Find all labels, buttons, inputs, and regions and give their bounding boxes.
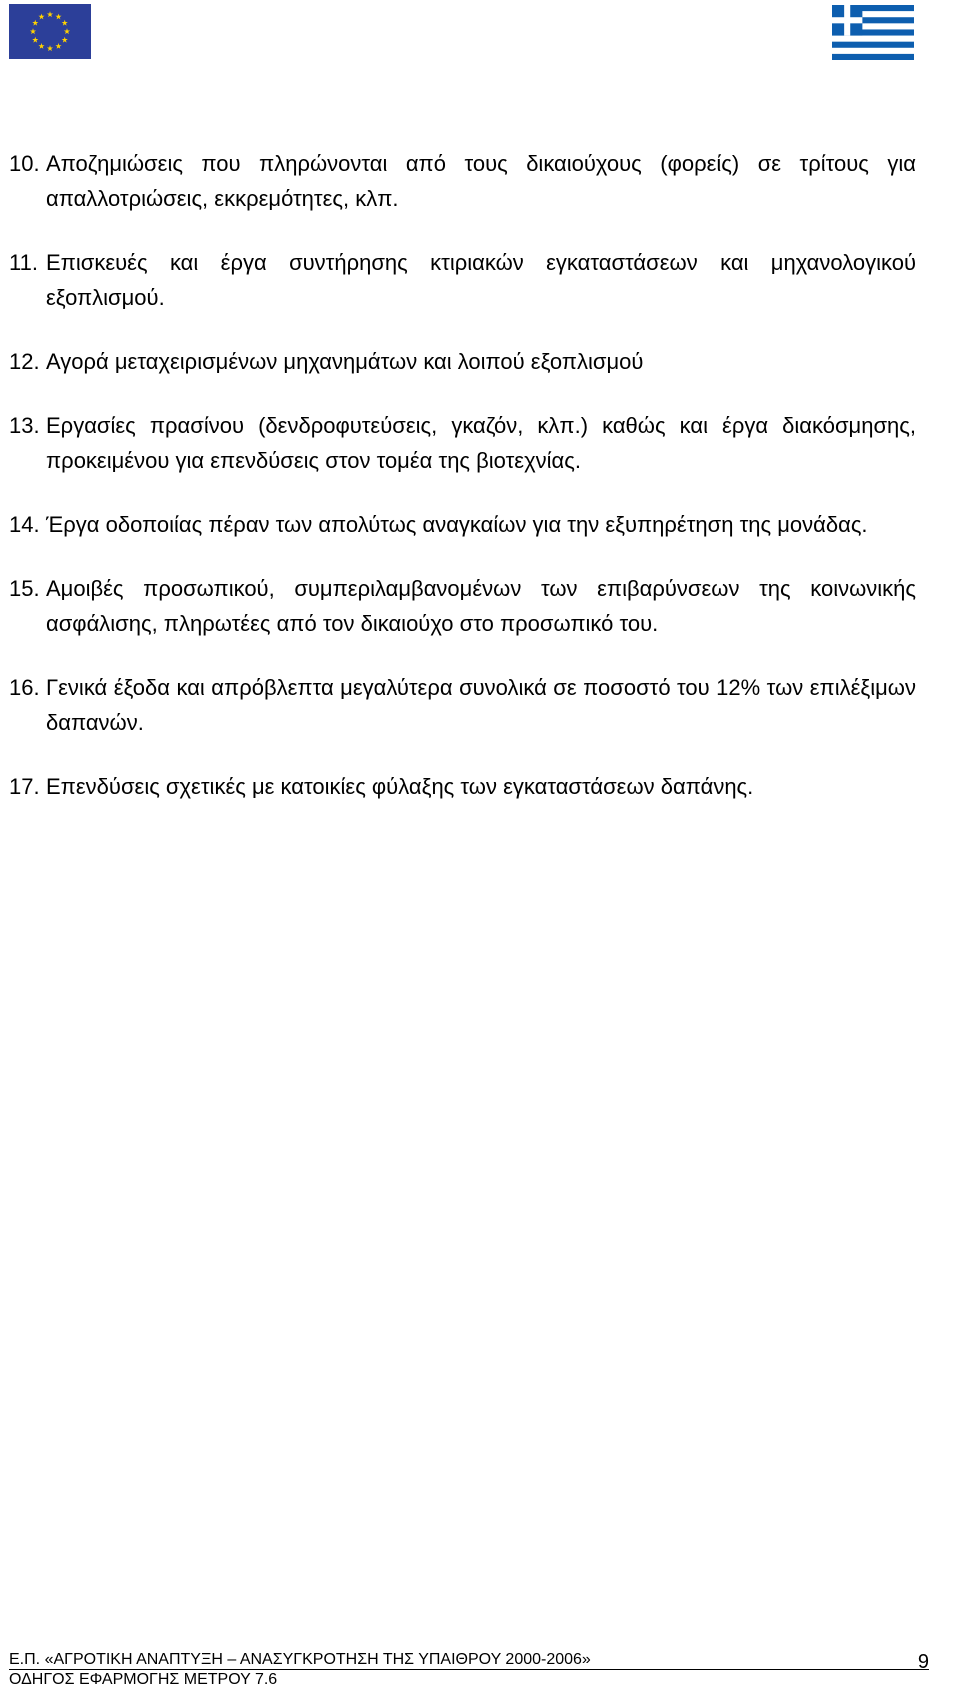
list-item (9, 769, 916, 804)
list-item-number: 14. (9, 512, 40, 537)
greek-flag-icon (832, 5, 914, 60)
list-item-text: Αποζημιώσεις που πληρώνονται από τους δικαιούχους (φορείς) σε τρίτους για απαλλοτριώσεις, εκκρεμότητες, κλπ. (46, 151, 916, 211)
list-item-text: Επενδύσεις σχετικές με κατοικίες φύλαξης των εγκαταστάσεων δαπάνης. (46, 774, 754, 799)
list-item-text: Γενικά έξοδα και απρόβλεπτα μεγαλύτερα συνολικά σε ποσοστό του 12% των επιλέξιμων δαπανών. (46, 675, 916, 735)
list-item-number: 12. (9, 349, 40, 374)
footer-rule (9, 1650, 929, 1673)
list-item-number: 13. (9, 413, 40, 438)
list-item-text: Αμοιβές προσωπικού, συμπεριλαμβανομένων των επιβαρύνσεων της κοινωνικής ασφάλισης, πληρωτέες από τον δικαιούχο στο προσωπικό του. (46, 576, 916, 636)
list-item-number: 17. (9, 774, 40, 799)
list-item-text: Επισκευές και έργα συντήρησης κτιριακών εγκαταστάσεων και μηχανολογικού εξοπλισμού. (46, 250, 916, 310)
footer-title: Ε.Π. «ΑΓΡΟΤΙΚΗ ΑΝΑΠΤΥΞΗ – ΑΝΑΣΥΓΚΡΟΤΗΣΗ ΤΗΣ ΥΠΑΙΘΡΟΥ 2000-2006» (9, 1651, 591, 1668)
list-item (9, 507, 916, 542)
eligible-costs-list (9, 146, 916, 833)
page-footer (9, 1650, 929, 1689)
list-item (9, 670, 916, 740)
list-item (9, 408, 916, 478)
list-item-text: Έργα οδοποιίας πέραν των απολύτως αναγκαίων για την εξυπηρέτηση της μονάδας. (46, 512, 868, 537)
list-item-number: 15. (9, 576, 40, 601)
list-item-text: Αγορά μεταχειρισμένων μηχανημάτων και λοιπού εξοπλισμού (46, 349, 644, 374)
list-item (9, 245, 916, 315)
list-item (9, 344, 916, 379)
list-item (9, 571, 916, 641)
list-item-number: 10. (9, 151, 40, 176)
list-item-number: 16. (9, 675, 40, 700)
footer-subtitle: ΟΔΗΓΟΣ ΕΦΑΡΜΟΓΗΣ ΜΕΤΡΟΥ 7.6 (9, 1671, 278, 1688)
list-item-text: Εργασίες πρασίνου (δενδροφυτεύσεις, γκαζόν, κλπ.) καθώς και έργα διακόσμησης, προκειμένου για επενδύσεις στον τομέα της βιοτεχνίας. (46, 413, 916, 473)
list-item-number: 11. (9, 250, 38, 275)
eu-flag-icon (9, 4, 91, 59)
page-number: 9 (917, 1651, 929, 1673)
list-item (9, 146, 916, 216)
